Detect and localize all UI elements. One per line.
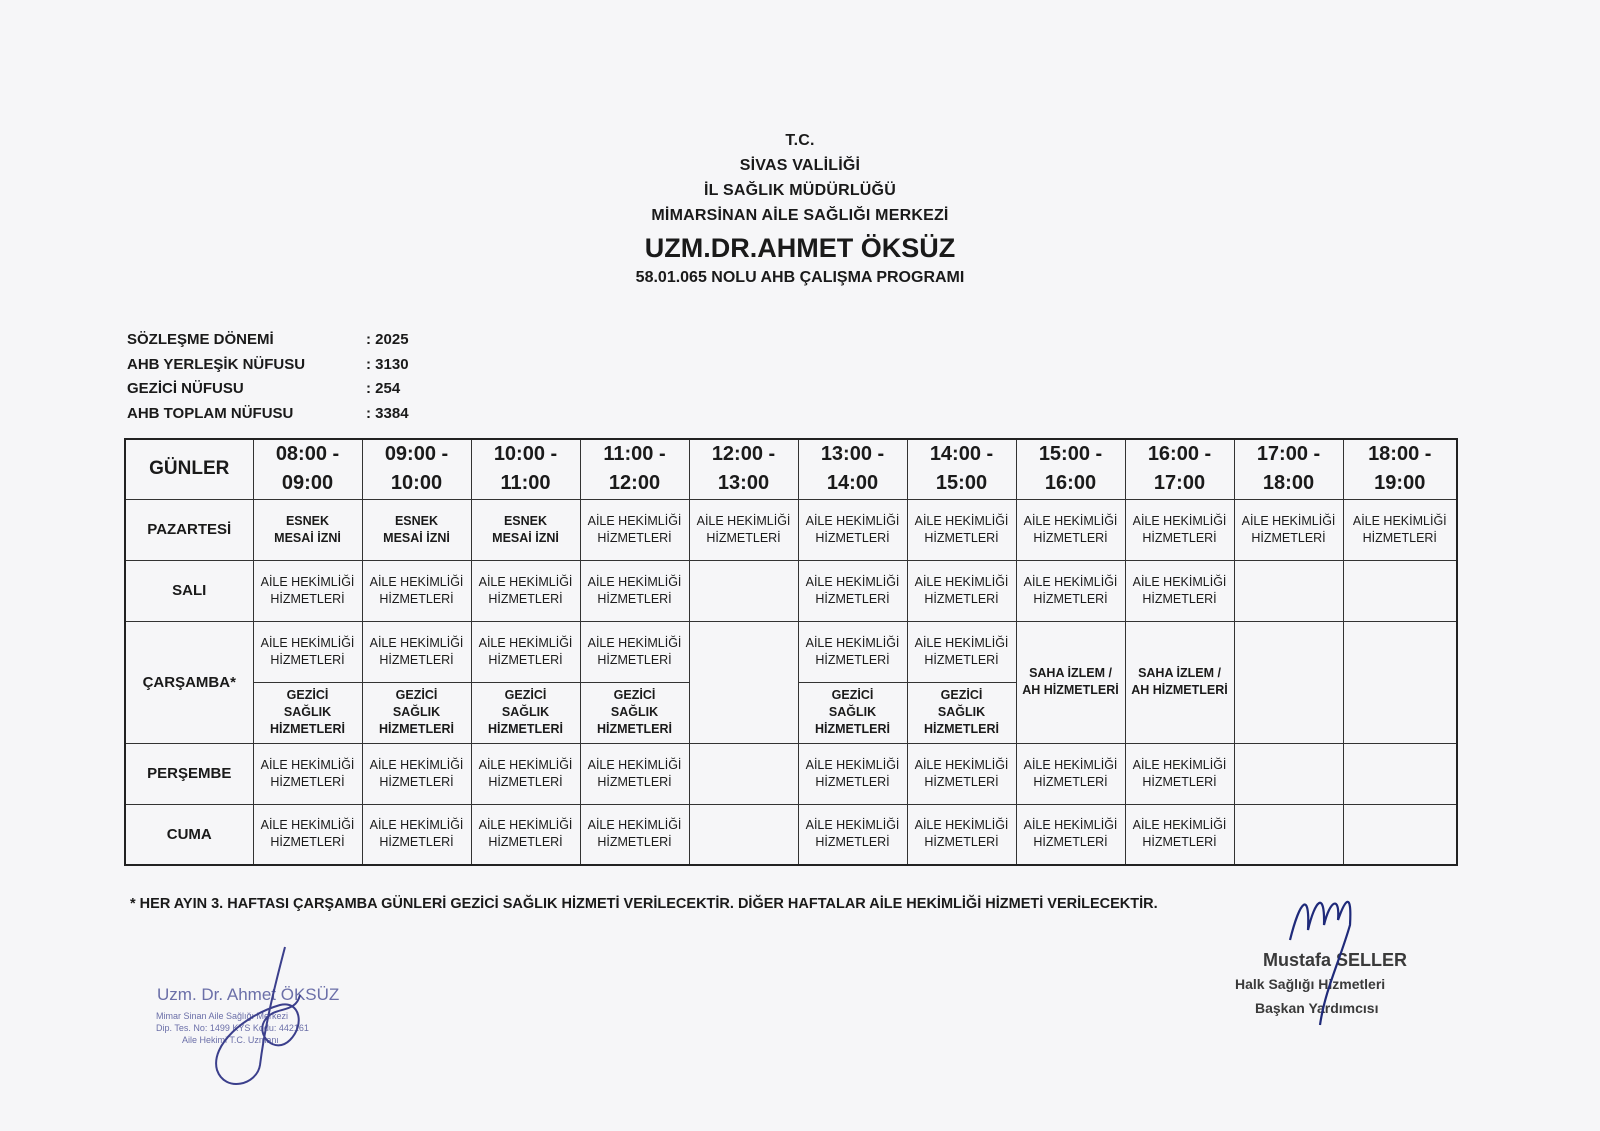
family-medicine-cell — [1125, 499, 1234, 560]
mobile-health-cell — [471, 682, 580, 743]
info-label: AHB YERLEŞİK NÜFUSU — [127, 355, 306, 373]
cell-text: HİZMETLERİ — [597, 530, 672, 545]
family-medicine-cell — [907, 804, 1016, 865]
cell-text: AİLE HEKİMLİĞİ — [914, 513, 1009, 528]
cell-text: HİZMETLERİ — [924, 591, 999, 606]
hour-header — [580, 439, 689, 499]
empty-cell — [1234, 743, 1343, 804]
family-medicine-cell — [471, 560, 580, 621]
hour-end: 11:00 — [500, 472, 551, 495]
cell-text: HİZMETLERİ — [815, 774, 890, 789]
stamp-line: Aile Hekimi T.C. Uzmanı — [182, 1035, 279, 1045]
info-row — [127, 402, 409, 427]
program-title: 58.01.065 NOLU AHB ÇALIŞMA PROGRAMI — [635, 269, 965, 286]
mobile-health-cell — [580, 682, 689, 743]
cell-text: AİLE HEKİMLİĞİ — [914, 757, 1009, 772]
mobile-health-cell — [253, 682, 362, 743]
cell-text: SAĞLIK — [283, 705, 332, 719]
info-value: : 2025 — [366, 331, 409, 348]
mobile-health-cell — [907, 682, 1016, 743]
stamp-line: Dip. Tes. No: 1499 KYS Kodu: 442161 — [156, 1023, 309, 1033]
family-medicine-cell — [362, 621, 471, 682]
family-medicine-cell — [798, 743, 907, 804]
cell-text: AİLE HEKİMLİĞİ — [1241, 513, 1336, 528]
cell-text: HİZMETLERİ — [488, 591, 563, 606]
hour-start: 17:00 - — [1256, 443, 1321, 466]
empty-cell — [1234, 804, 1343, 865]
cell-text: MESAİ İZNİ — [492, 530, 559, 545]
cell-text: HİZMETLERİ — [815, 722, 890, 736]
cell-text: MESAİ İZNİ — [383, 530, 450, 545]
cell-text: AİLE HEKİMLİĞİ — [369, 635, 464, 650]
day-label: ÇARŞAMBA* — [125, 621, 253, 743]
family-medicine-cell — [1016, 743, 1125, 804]
empty-cell — [1234, 621, 1343, 743]
cell-text: HİZMETLERİ — [706, 530, 781, 545]
hour-start: 08:00 - — [275, 443, 340, 466]
table-row — [125, 621, 1457, 682]
cell-text: HİZMETLERİ — [379, 652, 454, 667]
info-row — [127, 328, 409, 353]
cell-text: AİLE HEKİMLİĞİ — [587, 574, 682, 589]
cell-text: AİLE HEKİMLİĞİ — [587, 513, 682, 528]
cell-text: AİLE HEKİMLİĞİ — [1132, 757, 1227, 772]
cell-text: GEZİCİ — [831, 688, 874, 702]
family-medicine-cell — [1343, 499, 1457, 560]
info-value: : 3130 — [366, 355, 409, 373]
cell-text: HİZMETLERİ — [924, 774, 999, 789]
family-medicine-cell — [580, 621, 689, 682]
cell-text: ESNEK — [503, 513, 548, 528]
hour-header — [907, 439, 1016, 499]
cell-text: SAĞLIK — [392, 705, 441, 719]
hour-end: 10:00 — [390, 472, 443, 495]
cell-text: HİZMETLERİ — [1142, 835, 1217, 850]
cell-text: AİLE HEKİMLİĞİ — [1132, 513, 1227, 528]
cell-text: AİLE HEKİMLİĞİ — [1023, 757, 1118, 772]
hour-header — [253, 439, 362, 499]
cell-text: AİLE HEKİMLİĞİ — [1132, 574, 1227, 589]
hour-header — [1234, 439, 1343, 499]
cell-text: HİZMETLERİ — [597, 722, 672, 736]
cell-text: ESNEK — [285, 513, 330, 528]
empty-cell — [1234, 560, 1343, 621]
family-medicine-cell — [362, 743, 471, 804]
info-row — [127, 353, 409, 378]
cell-text: HİZMETLERİ — [379, 722, 454, 736]
header-health-directorate: İL SAĞLIK MÜDÜRLÜĞÜ — [704, 182, 896, 199]
hour-end: 15:00 — [935, 472, 988, 495]
cell-text: HİZMETLERİ — [815, 591, 890, 606]
hour-header — [689, 439, 798, 499]
header-tc: T.C. — [785, 132, 815, 149]
hour-header — [1343, 439, 1457, 499]
table-row — [125, 804, 1457, 865]
family-medicine-cell — [798, 621, 907, 682]
hour-end: 09:00 — [281, 472, 334, 495]
family-medicine-cell — [471, 743, 580, 804]
cell-text: HİZMETLERİ — [488, 722, 563, 736]
cell-text: GEZİCİ — [504, 688, 547, 702]
cell-text: HİZMETLERİ — [924, 835, 999, 850]
empty-cell — [689, 621, 798, 743]
footnote: * HER AYIN 3. HAFTASI ÇARŞAMBA GÜNLERİ GEZİCİ SAĞLIK HİZMETİ VERİLECEKTİR. DİĞER HAFTALAR AİLE HEKİMLİĞİ HİZMETİ VERİLECEKTİR. — [130, 896, 1158, 912]
cell-text: HİZMETLERİ — [379, 774, 454, 789]
table-row — [125, 499, 1457, 560]
schedule-table — [124, 438, 1458, 866]
hour-header — [471, 439, 580, 499]
empty-cell — [1343, 804, 1457, 865]
family-medicine-cell — [1016, 804, 1125, 865]
cell-text: HİZMETLERİ — [1033, 835, 1108, 850]
cell-text: HİZMETLERİ — [1142, 591, 1217, 606]
hour-header — [798, 439, 907, 499]
family-medicine-cell — [907, 743, 1016, 804]
family-medicine-cell — [471, 621, 580, 682]
official-signature — [1280, 880, 1380, 1030]
cell-text: AİLE HEKİMLİĞİ — [1132, 818, 1227, 833]
family-medicine-cell — [798, 804, 907, 865]
family-medicine-cell — [253, 804, 362, 865]
day-label: CUMA — [125, 804, 253, 865]
hour-header — [362, 439, 471, 499]
doctor-signature — [205, 945, 325, 1095]
hour-start: 11:00 - — [603, 443, 666, 466]
cell-text: HİZMETLERİ — [597, 774, 672, 789]
family-medicine-cell — [253, 621, 362, 682]
cell-text: HİZMETLERİ — [597, 652, 672, 667]
family-medicine-cell — [362, 560, 471, 621]
document-header — [0, 128, 1600, 290]
family-medicine-cell — [907, 499, 1016, 560]
empty-cell — [1343, 560, 1457, 621]
hour-header — [1016, 439, 1125, 499]
cell-text: HİZMETLERİ — [597, 835, 672, 850]
info-value: : 3384 — [366, 404, 409, 422]
family-medicine-cell — [580, 804, 689, 865]
day-label: PERŞEMBE — [125, 743, 253, 804]
cell-text: HİZMETLERİ — [488, 835, 563, 850]
cell-text: AİLE HEKİMLİĞİ — [260, 574, 355, 589]
cell-text: AİLE HEKİMLİĞİ — [478, 757, 573, 772]
hour-start: 15:00 - — [1038, 443, 1103, 466]
flex-leave-cell — [471, 499, 580, 560]
cell-text: AİLE HEKİMLİĞİ — [1023, 513, 1118, 528]
hour-end: 14:00 — [826, 472, 879, 495]
day-label: PAZARTESİ — [125, 499, 253, 560]
cell-text: SAĞLIK — [501, 705, 550, 719]
family-medicine-cell — [689, 499, 798, 560]
cell-text: AİLE HEKİMLİĞİ — [1023, 574, 1118, 589]
table-header-row — [125, 439, 1457, 499]
cell-text: HİZMETLERİ — [924, 722, 999, 736]
family-medicine-cell — [580, 499, 689, 560]
info-value: : 254 — [366, 380, 401, 397]
cell-text: HİZMETLERİ — [924, 530, 999, 545]
cell-text: HİZMETLERİ — [1142, 774, 1217, 789]
cell-text: AİLE HEKİMLİĞİ — [1352, 513, 1447, 528]
cell-text: AİLE HEKİMLİĞİ — [805, 635, 900, 650]
cell-text: HİZMETLERİ — [815, 835, 890, 850]
cell-text: HİZMETLERİ — [1033, 774, 1108, 789]
hour-start: 16:00 - — [1147, 443, 1212, 466]
cell-text: AİLE HEKİMLİĞİ — [587, 757, 682, 772]
cell-text: GEZİCİ — [395, 688, 438, 702]
hour-start: 14:00 - — [929, 443, 994, 466]
hour-start: 18:00 - — [1368, 443, 1432, 466]
flex-leave-cell — [362, 499, 471, 560]
cell-text: AİLE HEKİMLİĞİ — [914, 574, 1009, 589]
cell-text: HİZMETLERİ — [270, 835, 345, 850]
cell-text: AİLE HEKİMLİĞİ — [369, 574, 464, 589]
family-medicine-cell — [1125, 743, 1234, 804]
hour-end: 19:00 — [1374, 472, 1426, 495]
hour-start: 09:00 - — [384, 443, 449, 466]
cell-text: AİLE HEKİMLİĞİ — [478, 635, 573, 650]
cell-text: HİZMETLERİ — [270, 722, 345, 736]
cell-text: GEZİCİ — [286, 688, 329, 702]
cell-text: AİLE HEKİMLİĞİ — [914, 635, 1009, 650]
cell-text: AİLE HEKİMLİĞİ — [478, 818, 573, 833]
cell-text: HİZMETLERİ — [488, 774, 563, 789]
cell-text: AİLE HEKİMLİĞİ — [1023, 818, 1118, 833]
cell-text: AH HİZMETLERİ — [1131, 683, 1228, 697]
hour-end: 17:00 — [1153, 472, 1206, 495]
cell-text: AİLE HEKİMLİĞİ — [587, 818, 682, 833]
family-medicine-cell — [1125, 804, 1234, 865]
empty-cell — [1343, 621, 1457, 743]
field-monitoring-cell — [1125, 621, 1234, 743]
mobile-health-cell — [798, 682, 907, 743]
cell-text: HİZMETLERİ — [379, 591, 454, 606]
cell-text: AİLE HEKİMLİĞİ — [805, 757, 900, 772]
family-medicine-cell — [907, 560, 1016, 621]
stamp-line: Mimar Sinan Aile Sağlığı Merkezi — [156, 1011, 289, 1021]
empty-cell — [1343, 743, 1457, 804]
cell-text: AİLE HEKİMLİĞİ — [260, 635, 355, 650]
stamp-line: Halk Sağlığı Hizmetleri — [1235, 976, 1386, 992]
cell-text: SAĞLIK — [937, 705, 986, 719]
header-health-center: MİMARSİNAN AİLE SAĞLIĞI MERKEZİ — [651, 207, 949, 224]
family-medicine-cell — [1234, 499, 1343, 560]
family-medicine-cell — [580, 560, 689, 621]
family-medicine-cell — [580, 743, 689, 804]
stamp-line: Başkan Yardımcısı — [1255, 1000, 1379, 1016]
cell-text: HİZMETLERİ — [379, 835, 454, 850]
header-governorship: SİVAS VALİLİĞİ — [739, 157, 861, 174]
cell-text: SAHA İZLEM / — [1029, 666, 1112, 680]
cell-text: HİZMETLERİ — [815, 652, 890, 667]
cell-text: HİZMETLERİ — [815, 530, 890, 545]
field-monitoring-cell — [1016, 621, 1125, 743]
cell-text: GEZİCİ — [613, 688, 656, 702]
family-medicine-cell — [253, 743, 362, 804]
family-medicine-cell — [1016, 499, 1125, 560]
family-medicine-cell — [798, 499, 907, 560]
table-row — [125, 560, 1457, 621]
cell-text: AİLE HEKİMLİĞİ — [478, 574, 573, 589]
family-medicine-cell — [907, 621, 1016, 682]
cell-text: HİZMETLERİ — [1251, 530, 1326, 545]
cell-text: ESNEK — [394, 513, 439, 528]
cell-text: HİZMETLERİ — [270, 652, 345, 667]
cell-text: HİZMETLERİ — [488, 652, 563, 667]
cell-text: HİZMETLERİ — [1033, 591, 1108, 606]
family-medicine-cell — [1016, 560, 1125, 621]
cell-text: AİLE HEKİMLİĞİ — [587, 635, 682, 650]
cell-text: SAĞLIK — [828, 705, 877, 719]
empty-cell — [689, 804, 798, 865]
cell-text: HİZMETLERİ — [270, 591, 345, 606]
hour-end: 12:00 — [608, 472, 661, 495]
hour-header — [1125, 439, 1234, 499]
cell-text: AH HİZMETLERİ — [1022, 683, 1119, 697]
family-medicine-cell — [362, 804, 471, 865]
cell-text: AİLE HEKİMLİĞİ — [805, 818, 900, 833]
stamp-name: Mustafa SELLER — [1263, 950, 1408, 970]
info-block — [127, 328, 409, 426]
hour-end: 16:00 — [1044, 472, 1097, 495]
family-medicine-cell — [253, 560, 362, 621]
doctor-name: UZM.DR.AHMET ÖKSÜZ — [644, 233, 956, 263]
cell-text: AİLE HEKİMLİĞİ — [260, 757, 355, 772]
cell-text: AİLE HEKİMLİĞİ — [260, 818, 355, 833]
days-column-header: GÜNLER — [125, 439, 253, 499]
family-medicine-cell — [1125, 560, 1234, 621]
cell-text: AİLE HEKİMLİĞİ — [369, 818, 464, 833]
mobile-health-cell — [362, 682, 471, 743]
cell-text: GEZİCİ — [940, 688, 983, 702]
cell-text: MESAİ İZNİ — [274, 530, 341, 545]
cell-text: AİLE HEKİMLİĞİ — [805, 513, 900, 528]
cell-text: AİLE HEKİMLİĞİ — [369, 757, 464, 772]
flex-leave-cell — [253, 499, 362, 560]
stamp-name: Uzm. Dr. Ahmet ÖKSÜZ — [157, 985, 340, 1004]
info-label: AHB TOPLAM NÜFUSU — [127, 404, 294, 422]
cell-text: HİZMETLERİ — [597, 591, 672, 606]
cell-text: HİZMETLERİ — [924, 652, 999, 667]
table-row — [125, 743, 1457, 804]
cell-text: HİZMETLERİ — [1142, 530, 1217, 545]
day-label: SALI — [125, 560, 253, 621]
hour-end: 18:00 — [1262, 472, 1315, 495]
empty-cell — [689, 560, 798, 621]
cell-text: AİLE HEKİMLİĞİ — [805, 574, 900, 589]
info-row — [127, 377, 409, 402]
hour-start: 12:00 - — [711, 443, 776, 466]
empty-cell — [689, 743, 798, 804]
cell-text: SAĞLIK — [610, 705, 659, 719]
cell-text: HİZMETLERİ — [270, 774, 345, 789]
cell-text: SAHA İZLEM / — [1138, 666, 1221, 680]
info-label: SÖZLEŞME DÖNEMİ — [127, 331, 274, 348]
cell-text: HİZMETLERİ — [1033, 530, 1108, 545]
cell-text: HİZMETLERİ — [1362, 530, 1437, 545]
family-medicine-cell — [798, 560, 907, 621]
family-medicine-cell — [471, 804, 580, 865]
hour-start: 13:00 - — [820, 443, 885, 466]
cell-text: AİLE HEKİMLİĞİ — [914, 818, 1009, 833]
info-label: GEZİCİ NÜFUSU — [127, 380, 244, 397]
cell-text: AİLE HEKİMLİĞİ — [696, 513, 791, 528]
hour-end: 13:00 — [717, 472, 770, 495]
hour-start: 10:00 - — [493, 443, 558, 466]
